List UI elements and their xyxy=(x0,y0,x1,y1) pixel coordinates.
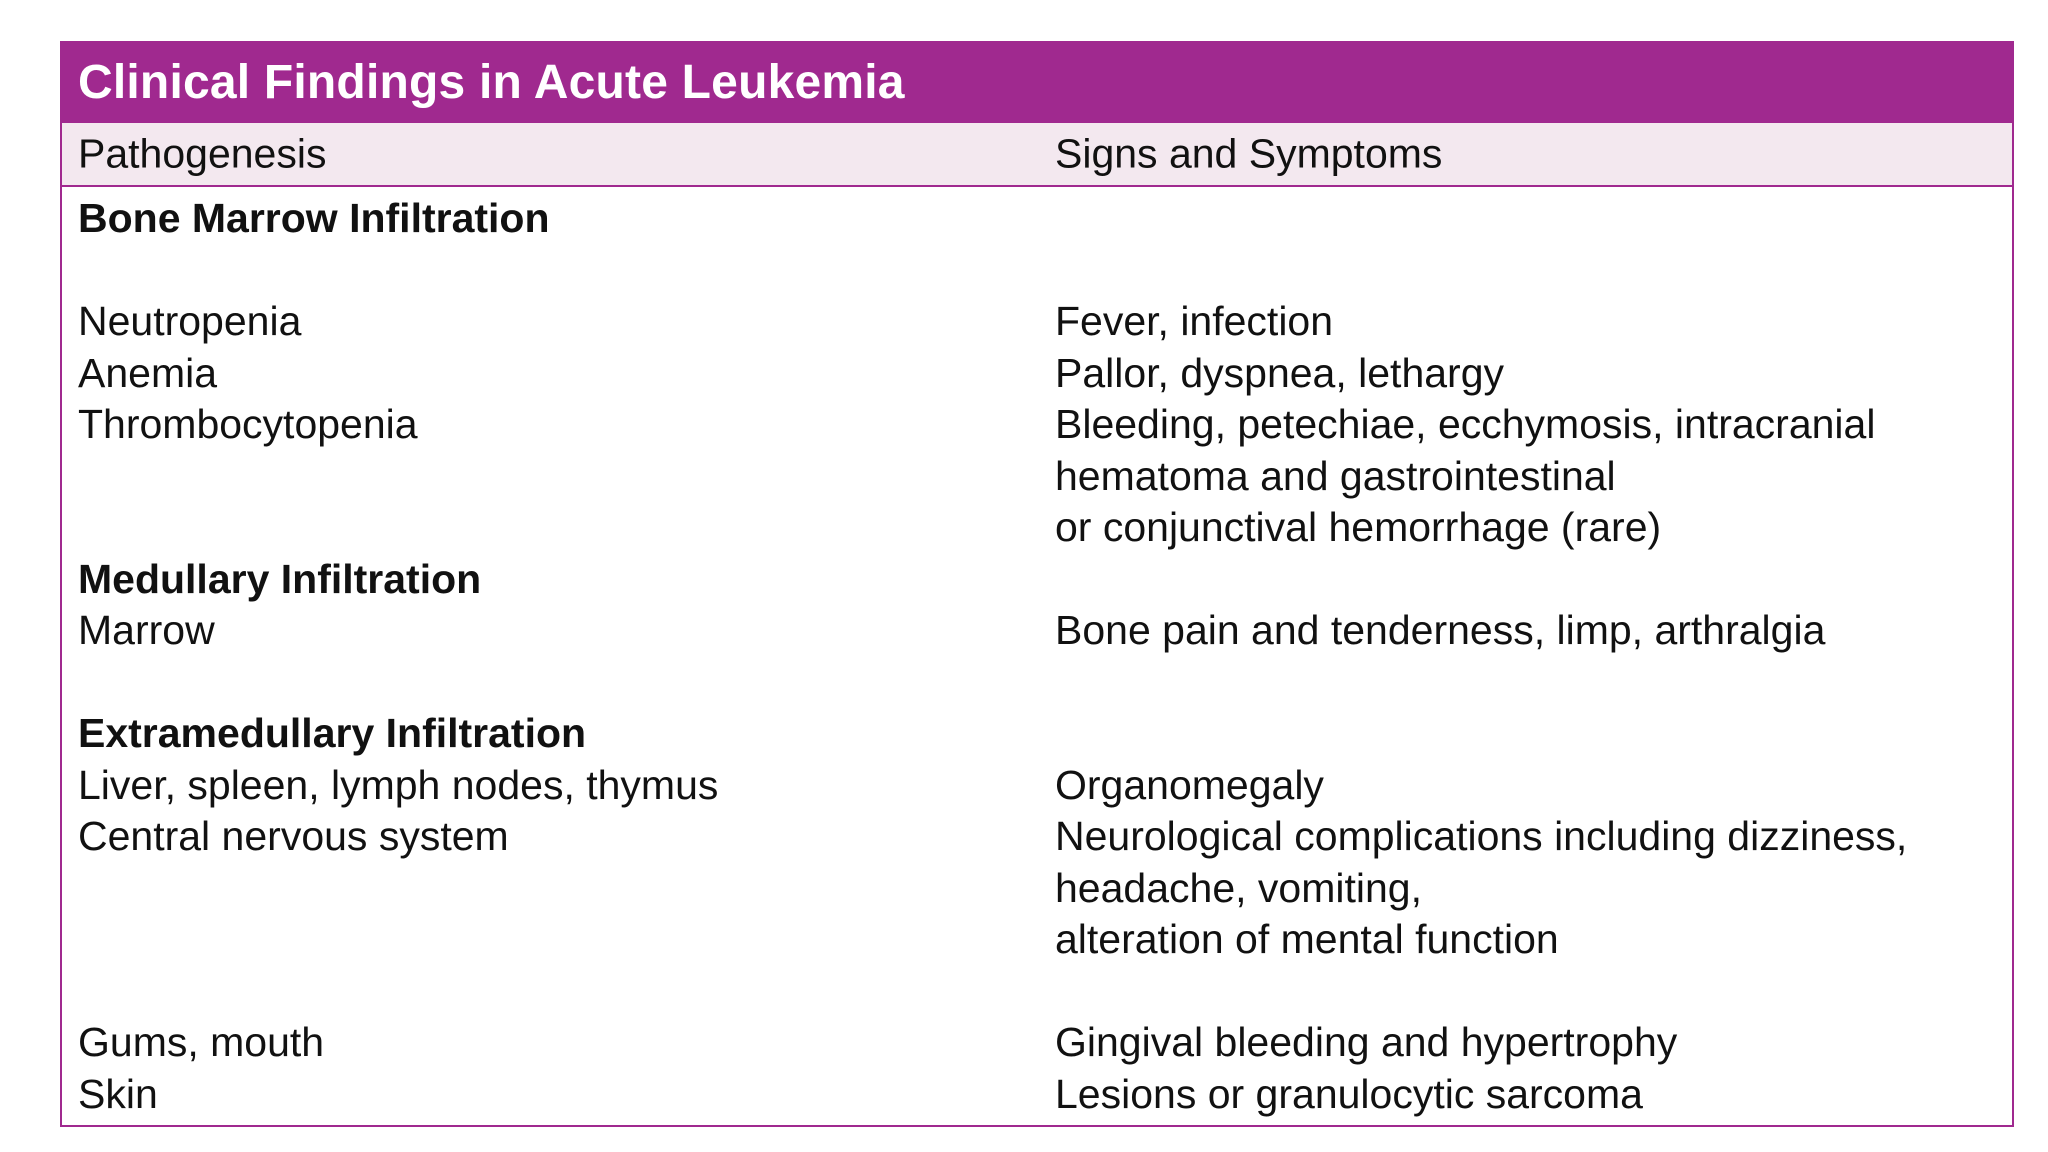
pathogenesis-cell: Anemia xyxy=(78,349,218,396)
header-signs-symptoms: Signs and Symptoms xyxy=(1055,130,1443,177)
symptoms-line: Gingival bleeding and hypertrophy xyxy=(1055,1019,1678,1065)
section-heading-row xyxy=(62,554,2012,606)
symptoms-line: Organomegaly xyxy=(1055,761,1324,808)
pathogenesis-cell: Marrow xyxy=(78,607,215,653)
table-row xyxy=(62,348,2012,400)
pathogenesis-cell: Skin xyxy=(78,1070,158,1117)
pathogenesis-cell: Liver, spleen, lymph nodes, thymus xyxy=(78,761,719,808)
table-row xyxy=(62,1069,2012,1121)
symptoms-line: Fever, infection xyxy=(1055,298,1334,344)
symptoms-cell xyxy=(1055,1069,2012,1121)
pathogenesis-cell: Central nervous system xyxy=(78,813,509,859)
row-spacer xyxy=(62,245,2012,297)
table-header-row xyxy=(62,121,2012,187)
symptoms-line: Bleeding, petechiae, ecchymosis, intracranial xyxy=(1055,401,1876,447)
table-row xyxy=(62,605,2012,657)
symptoms-cell xyxy=(1055,399,2012,554)
pathogenesis-cell: Neutropenia xyxy=(78,298,302,344)
table-row xyxy=(62,1017,2012,1069)
section-bone-marrow-title: Bone Marrow Infiltration xyxy=(78,195,550,241)
symptoms-line: alteration of mental function xyxy=(1055,916,1559,962)
pathogenesis-cell: Gums, mouth xyxy=(78,1019,325,1065)
symptoms-line: headache, vomiting, xyxy=(1055,864,1422,911)
symptoms-cell xyxy=(1055,348,2012,400)
symptoms-line: hematoma and gastrointestinal xyxy=(1055,452,1616,499)
symptoms-line: Bone pain and tenderness, limp, arthralgia xyxy=(1055,607,1826,653)
clinical-findings-table xyxy=(60,41,2014,1127)
pathogenesis-cell: Thrombocytopenia xyxy=(78,401,418,447)
section-heading-row xyxy=(62,193,2012,245)
symptoms-line: Pallor, dyspnea, lethargy xyxy=(1055,349,1504,396)
table-body xyxy=(62,187,2012,1120)
symptoms-cell xyxy=(1055,760,2012,812)
header-pathogenesis: Pathogenesis xyxy=(78,130,327,177)
row-spacer xyxy=(62,966,2012,1018)
symptoms-cell xyxy=(1055,1017,2012,1069)
table-row xyxy=(62,399,2012,554)
section-extramedullary-title: Extramedullary Infiltration xyxy=(78,710,587,756)
section-medullary-title: Medullary Infiltration xyxy=(78,555,482,602)
table-row xyxy=(62,760,2012,812)
symptoms-cell xyxy=(1055,296,2012,348)
symptoms-line: Neurological complications including dizziness, xyxy=(1055,813,1908,859)
symptoms-cell xyxy=(1055,811,2012,966)
table-title-bar xyxy=(62,43,2012,121)
section-heading-row xyxy=(62,708,2012,760)
row-spacer xyxy=(62,657,2012,709)
symptoms-line: Lesions or granulocytic sarcoma xyxy=(1055,1070,1643,1117)
symptoms-cell xyxy=(1055,605,2012,657)
table-row xyxy=(62,296,2012,348)
table-row xyxy=(62,811,2012,966)
symptoms-line: or conjunctival hemorrhage (rare) xyxy=(1055,504,1662,550)
table-title: Clinical Findings in Acute Leukemia xyxy=(78,55,905,109)
